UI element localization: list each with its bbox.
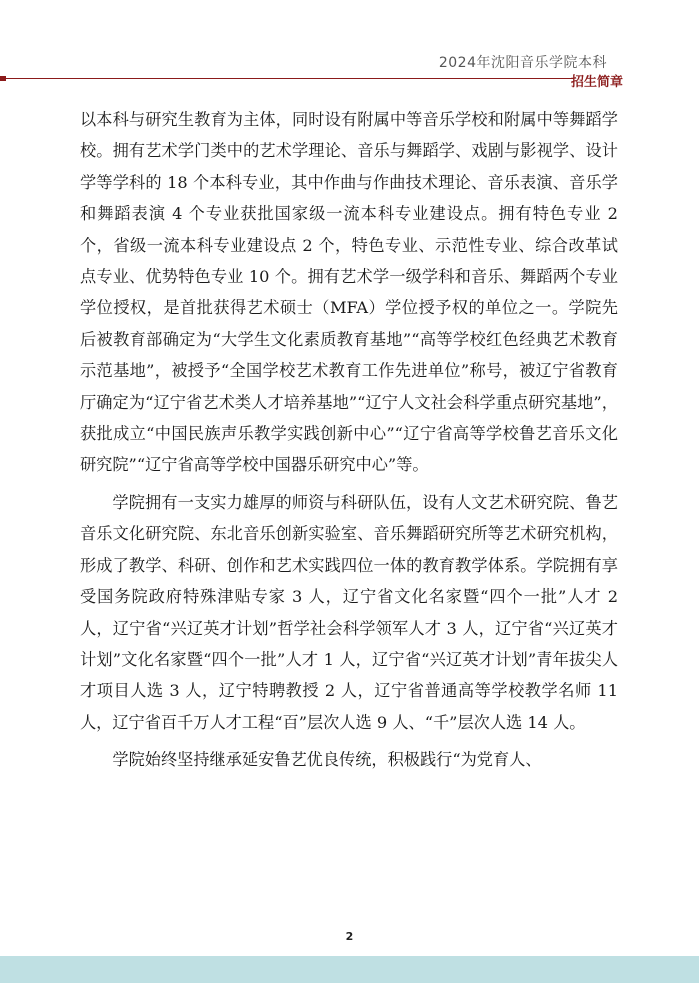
header-subtitle: 招生简章 [570,75,623,90]
header-title: 2024年沈阳音乐学院本科 [438,55,607,71]
header-rule [0,78,574,79]
paragraph-3: 学院始终坚持继承延安鲁艺优良传统，积极践行“为党育人、 [112,750,542,770]
footer-band [0,956,699,983]
page-number: 2 [345,930,354,943]
body-text [80,104,618,776]
paragraph-2: 学院拥有一支实力雄厚的师资与科研队伍，设有人文艺术研究院、鲁艺音乐文化研究院、东北音乐创新实验室、音乐舞蹈研究所等艺术研究机构，形成了教学、科研、创作和艺术实践四位一体的教育教学体系。学院拥有享受国务院政府特殊津贴专家 3 人，辽宁省文化名家暨“四个一批”人才 2 人，辽宁省“兴辽英才计划”哲学社会科学领军人才 3 人，辽宁省“兴辽英才计划”文化名家暨“四个一批”人才 1 人，辽宁省“兴辽英才计划”青年拔尖人才项目人选 3 人，辽宁特聘教授 2 人，辽宁省普通高等学校教学名师 11 人，辽宁省百千万人才工程“百”层次人选 9 人、“千”层次人选 14 人。 [80,492,618,732]
paragraph-1: 以本科与研究生教育为主体，同时设有附属中等音乐学校和附属中等舞蹈学校。拥有艺术学门类中的艺术学理论、音乐与舞蹈学、戏剧与影视学、设计学等学科的 18 个本科专业，其中作曲与作曲技术理论、音乐表演、音乐学和舞蹈表演 4 个专业获批国家级一流本科专业建设点。拥有特色专业 2 个，省级一流本科专业建设点 2 个，特色专业、示范性专业、综合改革试点专业、优势特色专业 10 个。拥有艺术学一级学科和音乐、舞蹈两个专业学位授权，是首批获得艺术硕士（MFA）学位授予权的单位之一。学院先后被教育部确定为“大学生文化素质教育基地”“高等学校红色经典艺术教育示范基地”，被授予“全国学校艺术教育工作先进单位”称号，被辽宁省教育厅确定为“辽宁省艺术类人才培养基地”“辽宁人文社会科学重点研究基地”，获批成立“中国民族声乐教学实践创新中心”“辽宁省高等学校鲁艺音乐文化研究院”“辽宁省高等学校中国器乐研究中心”等。 [80,110,618,475]
